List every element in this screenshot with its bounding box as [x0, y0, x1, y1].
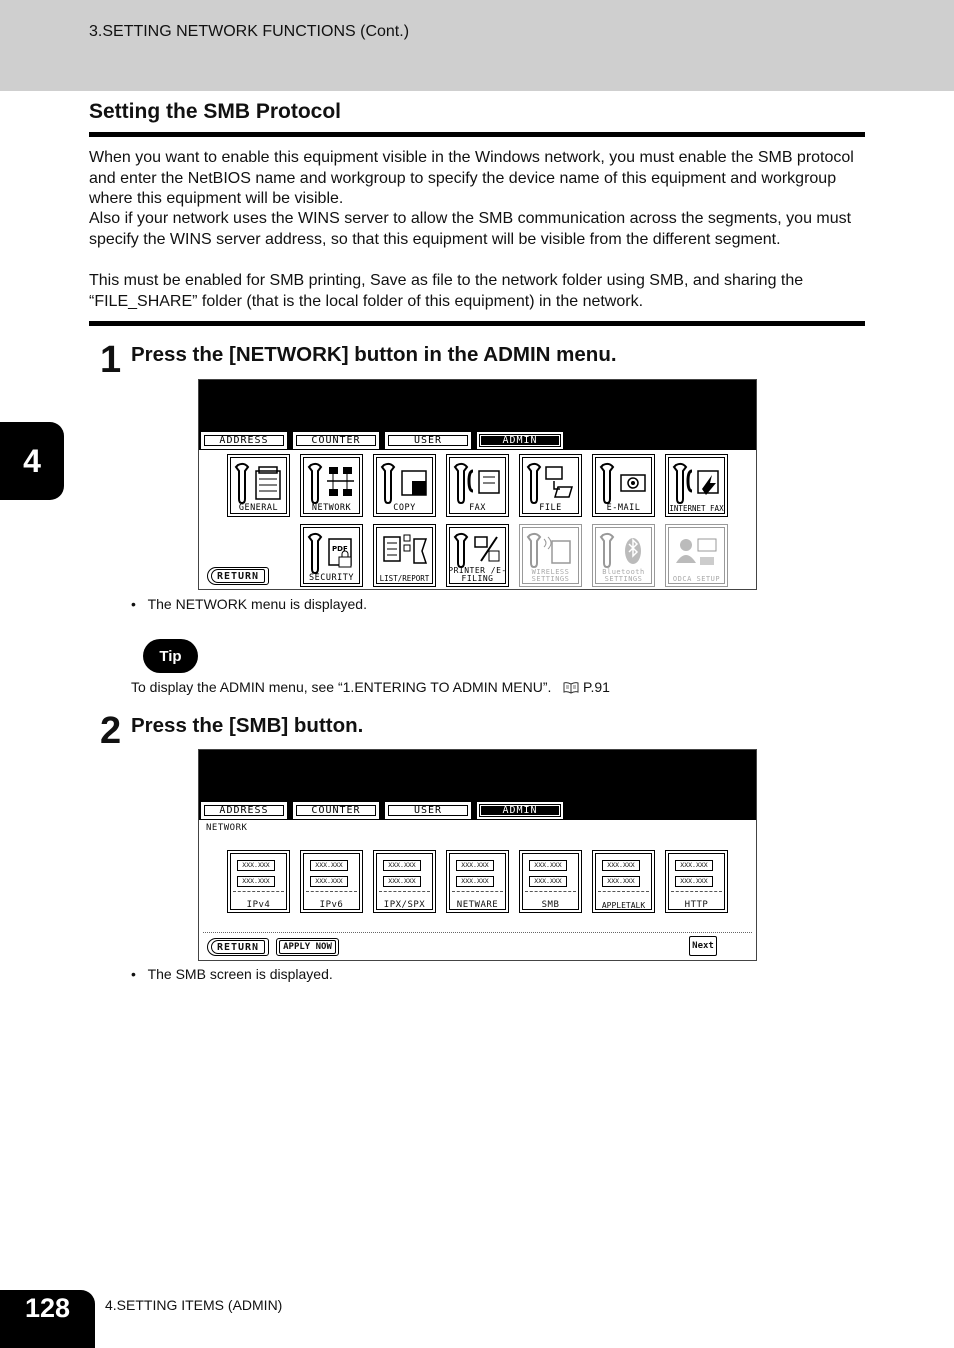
list-report-icon: [380, 531, 430, 575]
ipv4-label: IPv4: [246, 900, 271, 910]
screen-tabbar: [201, 432, 563, 450]
tab-admin[interactable]: ADMIN: [477, 802, 563, 819]
general-label: GENERAL: [238, 503, 279, 513]
tab-admin[interactable]: ADMIN: [477, 432, 563, 449]
smb-field-2: XXX.XXX: [529, 876, 567, 887]
ipv6-button[interactable]: [300, 850, 363, 913]
security-button[interactable]: [300, 524, 363, 587]
security-icon: [307, 531, 357, 575]
email-button[interactable]: [592, 454, 655, 517]
tab-user[interactable]: USER: [385, 802, 471, 819]
http-button[interactable]: [665, 850, 728, 913]
appletalk-button[interactable]: [592, 850, 655, 913]
tip-text-line: [131, 679, 610, 697]
tab-counter[interactable]: COUNTER: [293, 802, 379, 819]
email-label: E-MAIL: [606, 503, 641, 513]
admin-menu-screenshot: [198, 379, 757, 590]
step1-note: • The NETWORK menu is displayed.: [131, 596, 367, 612]
step2-note: • The SMB screen is displayed.: [131, 966, 333, 982]
netware-label: NETWARE: [456, 900, 499, 910]
bluetooth-settings-button: [592, 524, 655, 587]
step-number-2: 2: [100, 710, 120, 752]
network-menu-screenshot: [198, 749, 757, 961]
appletalk-field-1: XXX.XXX: [602, 860, 640, 871]
smb-field-1: XXX.XXX: [529, 860, 567, 871]
ipv6-field-1: XXX.XXX: [310, 860, 348, 871]
tip-badge: Tip: [143, 639, 198, 673]
file-icon: [526, 461, 576, 505]
return-button[interactable]: [207, 938, 269, 956]
tab-address[interactable]: ADDRESS: [201, 802, 287, 819]
internet-fax-button[interactable]: [665, 454, 728, 517]
network-label: NETWORK: [311, 503, 352, 513]
step1-note-text: The NETWORK menu is displayed.: [147, 596, 367, 612]
tab-user[interactable]: USER: [385, 432, 471, 449]
smb-button[interactable]: [519, 850, 582, 913]
next-button[interactable]: [689, 936, 717, 956]
page-number-box: [0, 1290, 95, 1348]
apply-now-label: APPLY NOW: [279, 940, 336, 954]
title-rule: [89, 132, 865, 137]
general-icon: [234, 461, 284, 505]
tab-address[interactable]: ADDRESS: [201, 432, 287, 449]
intro-paragraph-3: This must be enabled for SMB printing, Save as file to the network folder using SMB, and sharing the “FILE_SHARE” folder (that is the local folder of this equipment) in the network.: [89, 272, 804, 310]
header-band: [0, 0, 954, 91]
network-button[interactable]: [300, 454, 363, 517]
netware-button[interactable]: [446, 850, 509, 913]
fax-icon: [453, 461, 503, 505]
screen-tabbar: [201, 802, 563, 820]
general-button[interactable]: [227, 454, 290, 517]
svg-text:PDF: PDF: [332, 545, 348, 553]
footer-divider: [203, 932, 752, 933]
section-title: Setting the SMB Protocol: [89, 100, 341, 123]
ipx-spx-field-2: XXX.XXX: [383, 876, 421, 887]
ipv6-field-2: XXX.XXX: [310, 876, 348, 887]
smb-label: SMB: [541, 900, 560, 910]
file-button[interactable]: [519, 454, 582, 517]
return-label: RETURN: [211, 569, 265, 583]
next-label: Next: [692, 941, 714, 951]
return-label: RETURN: [211, 940, 265, 954]
ipv4-field-2: XXX.XXX: [237, 876, 275, 887]
ipv4-button[interactable]: [227, 850, 290, 913]
ipv6-label: IPv6: [319, 900, 344, 910]
chapter-tab: 4: [0, 422, 64, 500]
fax-label: FAX: [469, 503, 486, 513]
http-field-1: XXX.XXX: [675, 860, 713, 871]
copy-icon: [380, 461, 430, 505]
odca-icon: [672, 531, 722, 575]
file-label: FILE: [539, 503, 562, 513]
step-title-2: Press the [SMB] button.: [131, 714, 364, 737]
wireless-settings-button: [519, 524, 582, 587]
page-number: 128: [24, 1292, 71, 1323]
http-label: HTTP: [684, 900, 709, 910]
apply-now-button[interactable]: [276, 938, 339, 956]
ipx-spx-button[interactable]: [373, 850, 436, 913]
ipv4-field-1: XXX.XXX: [237, 860, 275, 871]
printer-efiling-button[interactable]: [446, 524, 509, 587]
odca-setup-button: [665, 524, 728, 587]
network-icon: [307, 461, 357, 505]
return-button[interactable]: [207, 567, 269, 585]
tip-text: To display the ADMIN menu, see “1.ENTERING TO ADMIN MENU”.: [131, 679, 552, 695]
book-icon: [563, 681, 579, 697]
step-number-1: 1: [100, 339, 120, 381]
netware-field-2: XXX.XXX: [456, 876, 494, 887]
odca-setup-label: ODCA SETUP: [672, 575, 721, 583]
list-report-button[interactable]: [373, 524, 436, 587]
ipx-spx-field-1: XXX.XXX: [383, 860, 421, 871]
tab-counter[interactable]: COUNTER: [293, 432, 379, 449]
intro-paragraph-2: Also if your network uses the WINS server to allow the SMB communication across the segments, you must specify the WINS server address, so that this equipment will be visible from the different segment.: [89, 210, 852, 248]
screen-title: NETWORK: [206, 823, 248, 833]
running-title: 3.SETTING NETWORK FUNCTIONS (Cont.): [89, 23, 410, 40]
footer-section: 4.SETTING ITEMS (ADMIN): [105, 1297, 283, 1313]
wireless-settings-label: WIRELESS SETTINGS: [531, 568, 570, 583]
netware-field-1: XXX.XXX: [456, 860, 494, 871]
appletalk-label: APPLETALK: [601, 901, 646, 910]
appletalk-field-2: XXX.XXX: [602, 876, 640, 887]
step2-note-text: The SMB screen is displayed.: [147, 966, 333, 982]
http-field-2: XXX.XXX: [675, 876, 713, 887]
step-title-1: Press the [NETWORK] button in the ADMIN menu.: [131, 343, 617, 366]
printer-efiling-label: PRINTER /E-FILING: [448, 566, 507, 583]
copy-button[interactable]: [373, 454, 436, 517]
ipx-spx-label: IPX/SPX: [383, 900, 426, 910]
intro-paragraph-1: When you want to enable this equipment visible in the Windows network, you must enable the SMB protocol and enter the NetBIOS name and workgroup to specify the device name of this equipment and workgroup where this equipment will be visible.: [89, 149, 854, 207]
security-label: SECURITY: [309, 573, 354, 583]
list-report-label: LIST/REPORT: [379, 574, 430, 583]
fax-button[interactable]: [446, 454, 509, 517]
copy-label: COPY: [393, 503, 416, 513]
internet-fax-label: INTERNET FAX: [669, 504, 724, 513]
intro-rule: [89, 321, 865, 326]
tip-page-ref[interactable]: P.91: [582, 679, 610, 695]
internet-fax-icon: [672, 461, 722, 505]
bluetooth-settings-label: Bluetooth SETTINGS: [602, 568, 645, 583]
email-icon: [599, 461, 649, 505]
